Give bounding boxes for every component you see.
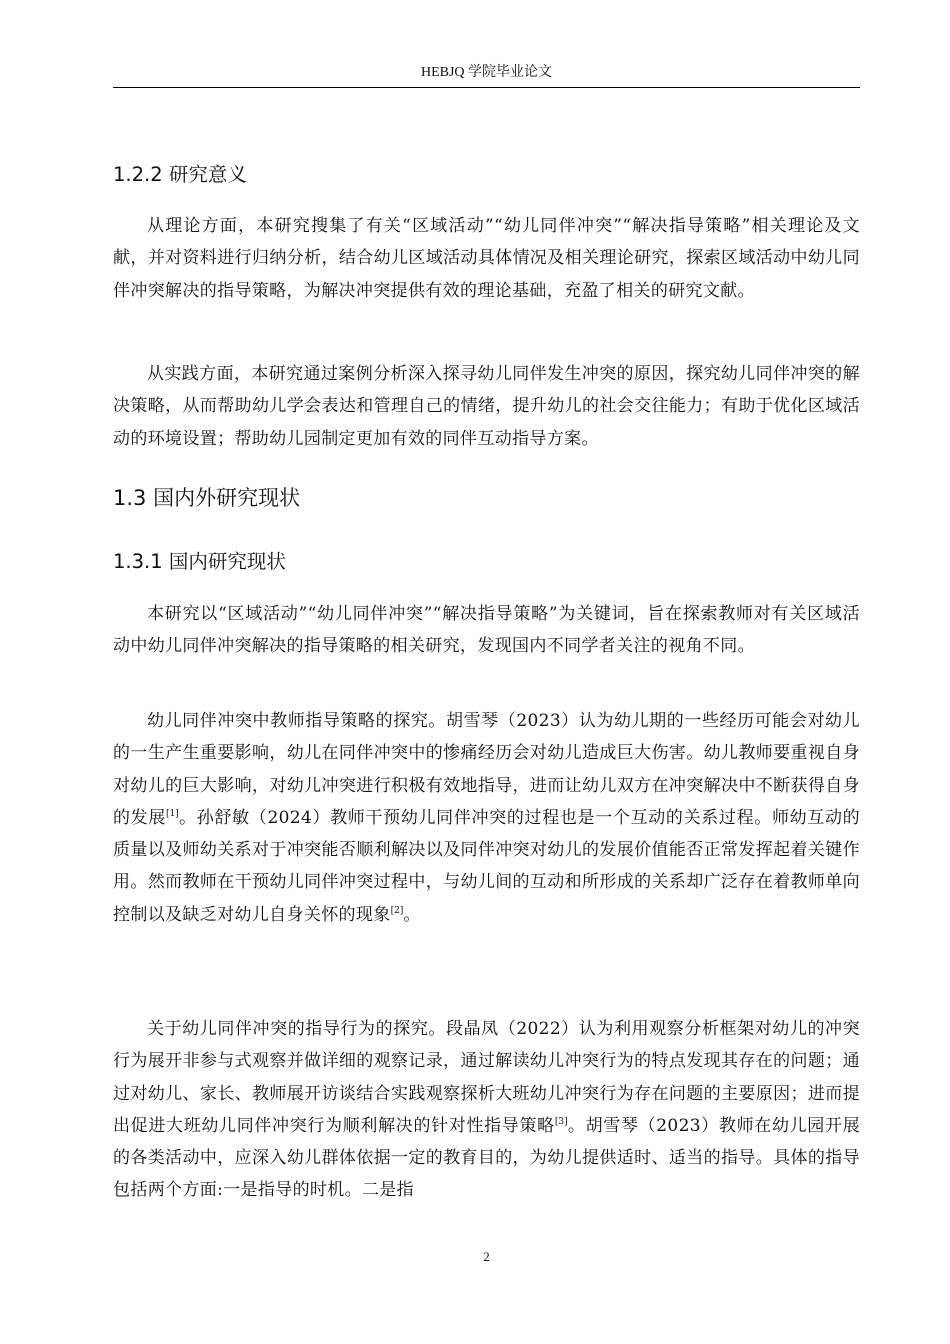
heading-1-3: 1.3 国内外研究现状 bbox=[113, 486, 301, 510]
paragraph-keywords: 本研究以“区域活动”“幼儿同伴冲突”“解决指导策略”为关键词，旨在探索教师对有关区域活动中幼儿同伴冲突解决的指导策略的相关研究，发现国内不同学者关注的视角不同。 bbox=[113, 604, 860, 657]
paragraph-teacher-strategy bbox=[113, 705, 860, 931]
citation-2: [2] bbox=[390, 905, 404, 916]
heading-1-2-2: 1.2.2 研究意义 bbox=[113, 163, 247, 186]
paragraph-teacher-strategy-part3: 。 bbox=[403, 904, 421, 925]
paragraph-practice-significance: 从实践方面，本研究通过案例分析深入探寻幼儿同伴发生冲突的原因，探究幼儿同伴冲突的解决策略，从而帮助幼儿学会表达和管理自己的情绪，提升幼儿的社会交往能力；有助于优化区域活动的环境设置；帮助幼儿园制定更加有效的同伴互动指导方案。 bbox=[113, 364, 860, 449]
paragraph-guidance-behavior-part1: 关于幼儿同伴冲突的指导行为的探究。段晶凤（2022）认为利用观察分析框架对幼儿的冲突行为展开非参与式观察并做详细的观察记录，通过解读幼儿冲突行为的特点发现其存在的问题；通过对幼儿、家长、教师展开访谈结合实践观察探析大班幼儿冲突行为存在问题的主要原因；进而提出促进大班幼儿同伴冲突行为顺利解决的针对性指导策略 bbox=[113, 1019, 860, 1136]
header-rule bbox=[113, 87, 860, 88]
paragraph-teacher-strategy-part2: 。孙舒敏（2024）教师干预幼儿同伴冲突的过程也是一个互动的关系过程。师幼互动的质量以及师幼关系对于冲突能否顺利解决以及同伴冲突对幼儿的发展价值能否正常发挥起着关键作用。然而教师在干预幼儿同伴冲突过程中，与幼儿间的互动和所形成的关系却广泛存在着教师单向控制以及缺乏对幼儿自身关怀的现象 bbox=[113, 807, 860, 925]
citation-3: [3] bbox=[554, 1116, 568, 1127]
paragraph-teacher-strategy-part1: 幼儿同伴冲突中教师指导策略的探究。胡雪琴（2023）认为幼儿期的一些经历可能会对幼儿的一生产生重要影响，幼儿在同伴冲突中的惨痛经历会对幼儿造成巨大伤害。幼儿教师要重视自身对幼儿的巨大影响，对幼儿冲突进行积极有效地指导，进而让幼儿双方在冲突解决中不断获得自身的发展 bbox=[113, 711, 860, 828]
heading-1-3-1: 1.3.1 国内研究现状 bbox=[113, 550, 286, 573]
paragraph-theory-significance: 从理论方面，本研究搜集了有关“区域活动”“幼儿同伴冲突”“解决指导策略”相关理论及文献，并对资料进行归纳分析，结合幼儿区域活动具体情况及相关理论研究，探索区域活动中幼儿同伴冲突解决的指导策略，为解决冲突提供有效的理论基础，充盈了相关的研究文献。 bbox=[113, 216, 860, 301]
paragraph-guidance-behavior-part2: 。胡雪琴（2023）教师在幼儿园开展的各类活动中，应深入幼儿群体依据一定的教育目的，为幼儿提供适时、适当的指导。具体的指导包括两个方面:一是指导的时机。二是指 bbox=[113, 1115, 860, 1201]
running-header: HEBJQ 学院毕业论文 bbox=[420, 65, 553, 80]
citation-1: [1] bbox=[166, 808, 179, 819]
paragraph-guidance-behavior bbox=[113, 1013, 860, 1207]
page-number: 2 bbox=[483, 1249, 490, 1264]
